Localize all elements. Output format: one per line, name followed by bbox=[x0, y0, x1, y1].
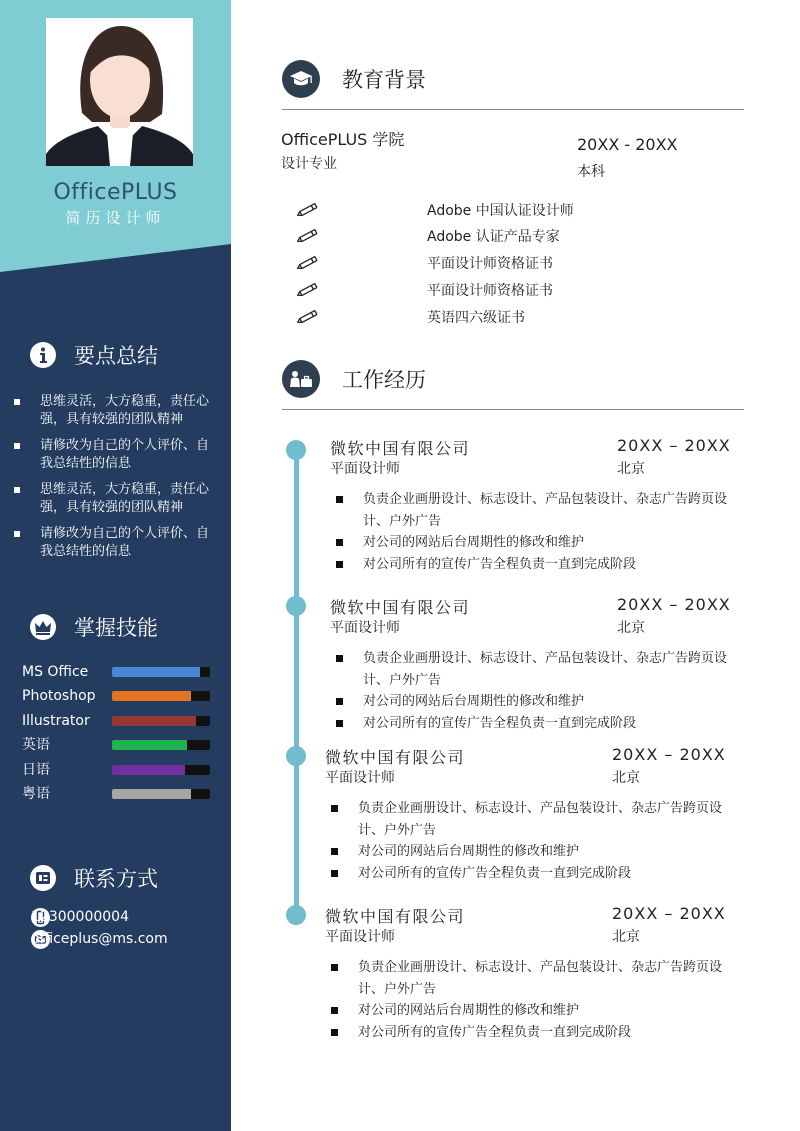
profile-role: 简历设计师 bbox=[65, 209, 166, 227]
pen-icon bbox=[296, 227, 320, 245]
skill-row bbox=[22, 760, 222, 784]
job-duties bbox=[331, 957, 731, 1043]
job-company: 微软中国有限公司 bbox=[330, 598, 471, 617]
job-duty: 负责企业画册设计、标志设计、产品包装设计、杂志广告跨页设计、户外广告 bbox=[336, 489, 736, 532]
skill-name: 日语 bbox=[22, 761, 50, 778]
timeline-dot bbox=[286, 905, 306, 925]
summary-item: 请修改为自己的个人评价、自我总结性的信息 bbox=[14, 437, 214, 473]
job-title: 平面设计师 bbox=[330, 461, 400, 477]
job-duty: 对公司所有的宣传广告全程负责一直到完成阶段 bbox=[336, 554, 736, 576]
summary-heading bbox=[30, 340, 230, 370]
skill-name: MS Office bbox=[22, 664, 89, 680]
sidebar bbox=[0, 0, 231, 1131]
job-duty: 对公司所有的宣传广告全程负责一直到完成阶段 bbox=[331, 863, 731, 885]
skill-bar-fill bbox=[112, 691, 191, 701]
work-heading bbox=[282, 358, 744, 400]
skill-bar bbox=[112, 740, 210, 750]
contact-heading-label: 联系方式 bbox=[74, 867, 158, 891]
skill-bar bbox=[112, 667, 210, 677]
job-duty: 负责企业画册设计、标志设计、产品包装设计、杂志广告跨页设计、户外广告 bbox=[336, 648, 736, 691]
job-city: 北京 bbox=[617, 620, 645, 636]
skill-bar bbox=[112, 716, 210, 726]
contact-card-icon bbox=[30, 865, 56, 891]
skill-bar-fill bbox=[112, 765, 185, 775]
skill-bar-fill bbox=[112, 789, 191, 799]
skill-bar bbox=[112, 765, 210, 775]
job-period: 20XX – 20XX bbox=[612, 904, 726, 923]
certificate-name: 英语四六级证书 bbox=[427, 310, 525, 326]
skills-list bbox=[22, 662, 222, 808]
summary-heading-label: 要点总结 bbox=[74, 344, 158, 368]
summary-item: 思维灵活，大方稳重，责任心强，具有较强的团队精神 bbox=[14, 393, 214, 429]
certificate-name: Adobe 认证产品专家 bbox=[427, 229, 560, 245]
job-duties bbox=[336, 648, 736, 734]
skill-name: Illustrator bbox=[22, 712, 90, 729]
degree: 本科 bbox=[577, 164, 605, 180]
pen-icon bbox=[296, 254, 320, 272]
skill-name: 粤语 bbox=[22, 785, 50, 802]
pen-icon bbox=[296, 281, 320, 299]
summary-item: 思维灵活，大方稳重，责任心强，具有较强的团队精神 bbox=[14, 481, 214, 517]
profile-name: OfficePLUS bbox=[53, 180, 178, 205]
job-duty: 负责企业画册设计、标志设计、产品包装设计、杂志广告跨页设计、户外广告 bbox=[331, 957, 731, 1000]
timeline-dot bbox=[286, 596, 306, 616]
skills-heading bbox=[30, 612, 230, 642]
job-title: 平面设计师 bbox=[330, 620, 400, 636]
job-duties bbox=[336, 489, 736, 575]
job-duties bbox=[331, 798, 731, 884]
major: 设计专业 bbox=[281, 156, 337, 172]
timeline-dot bbox=[286, 440, 306, 460]
job-title: 平面设计师 bbox=[325, 770, 395, 786]
job-city: 北京 bbox=[612, 770, 640, 786]
job-period: 20XX – 20XX bbox=[617, 436, 731, 455]
skill-row bbox=[22, 662, 222, 686]
job-city: 北京 bbox=[617, 461, 645, 477]
phone-number[interactable]: 12300000004 bbox=[31, 909, 129, 925]
education-period: 20XX - 20XX bbox=[577, 135, 678, 154]
info-icon bbox=[30, 342, 56, 368]
skill-bar-fill bbox=[112, 740, 187, 750]
certificate-name: 平面设计师资格证书 bbox=[427, 256, 553, 272]
education-heading-label: 教育背景 bbox=[342, 68, 426, 92]
skill-bar bbox=[112, 691, 210, 701]
job-title: 平面设计师 bbox=[325, 929, 395, 945]
certificate-name: Adobe 中国认证设计师 bbox=[427, 203, 574, 219]
briefcase-person-icon bbox=[282, 360, 320, 398]
skill-bar bbox=[112, 789, 210, 799]
pen-icon bbox=[296, 201, 320, 219]
contact-heading bbox=[30, 863, 230, 893]
summary-item: 请修改为自己的个人评价、自我总结性的信息 bbox=[14, 525, 214, 561]
job-city: 北京 bbox=[612, 929, 640, 945]
skill-row bbox=[22, 711, 222, 735]
crown-icon bbox=[30, 614, 56, 640]
job-period: 20XX – 20XX bbox=[612, 745, 726, 764]
job-duty: 对公司的网站后台周期性的修改和维护 bbox=[336, 691, 736, 713]
summary-list bbox=[14, 393, 214, 569]
skill-row bbox=[22, 784, 222, 808]
job-duty: 对公司所有的宣传广告全程负责一直到完成阶段 bbox=[336, 713, 736, 735]
skill-name: 英语 bbox=[22, 737, 50, 754]
education-heading bbox=[282, 58, 744, 100]
school-name: OfficePLUS 学院 bbox=[281, 130, 405, 149]
skill-row bbox=[22, 735, 222, 759]
work-heading-label: 工作经历 bbox=[342, 368, 426, 392]
skill-bar-fill bbox=[112, 716, 196, 726]
timeline-line bbox=[294, 448, 299, 916]
skill-row bbox=[22, 686, 222, 710]
contact-email bbox=[31, 929, 168, 949]
pen-icon bbox=[296, 308, 320, 326]
contact-phone bbox=[31, 907, 129, 927]
job-duty: 负责企业画册设计、标志设计、产品包装设计、杂志广告跨页设计、户外广告 bbox=[331, 798, 731, 841]
work-divider bbox=[282, 409, 744, 410]
skill-name: Photoshop bbox=[22, 688, 96, 705]
job-duty: 对公司的网站后台周期性的修改和维护 bbox=[336, 532, 736, 554]
graduation-cap-icon bbox=[282, 60, 320, 98]
skills-heading-label: 掌握技能 bbox=[74, 616, 158, 640]
email-address[interactable]: officeplus@ms.com bbox=[31, 931, 168, 947]
job-period: 20XX – 20XX bbox=[617, 595, 731, 614]
avatar bbox=[46, 18, 193, 166]
certificate-name: 平面设计师资格证书 bbox=[427, 283, 553, 299]
skill-bar-fill bbox=[112, 667, 200, 677]
profile-photo bbox=[46, 18, 193, 166]
job-company: 微软中国有限公司 bbox=[325, 907, 466, 926]
job-duty: 对公司的网站后台周期性的修改和维护 bbox=[331, 841, 731, 863]
job-duty: 对公司所有的宣传广告全程负责一直到完成阶段 bbox=[331, 1022, 731, 1044]
timeline-dot bbox=[286, 746, 306, 766]
education-divider bbox=[282, 109, 744, 110]
job-duty: 对公司的网站后台周期性的修改和维护 bbox=[331, 1000, 731, 1022]
job-company: 微软中国有限公司 bbox=[325, 748, 466, 767]
job-company: 微软中国有限公司 bbox=[330, 439, 471, 458]
